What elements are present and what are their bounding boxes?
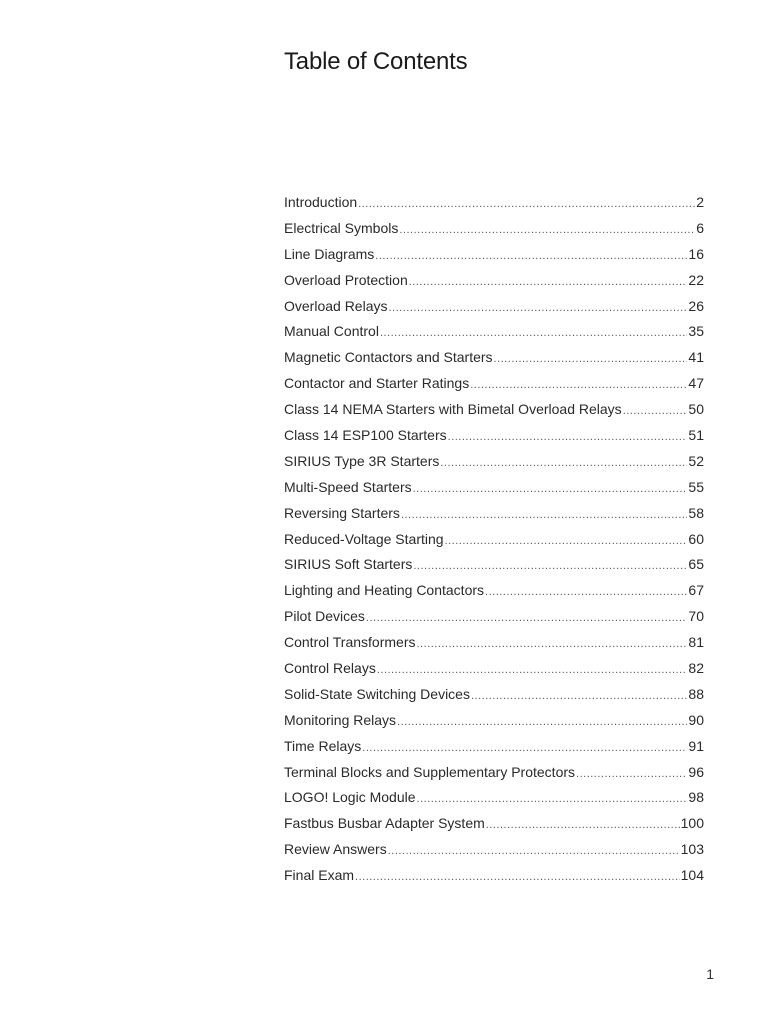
toc-dot-leader	[358, 192, 695, 218]
toc-dot-leader	[375, 244, 687, 270]
toc-entry-page: 2	[696, 194, 704, 210]
page-title: Table of Contents	[284, 48, 468, 75]
toc-entry-title: SIRIUS Type 3R Starters	[284, 452, 440, 469]
toc-entry[interactable]	[284, 760, 704, 786]
toc-entry-title: LOGO! Logic Module	[284, 789, 416, 806]
toc-dot-leader	[362, 736, 687, 762]
toc-entry[interactable]	[284, 397, 704, 423]
toc-entry-title: Line Diagrams	[284, 245, 375, 262]
toc-entry-page: 52	[688, 452, 704, 469]
toc-entry-title: Manual Control	[284, 323, 379, 340]
toc-dot-leader	[388, 839, 680, 865]
toc-entry-page: 67	[688, 582, 704, 599]
toc-entry[interactable]	[284, 604, 704, 630]
toc-dot-leader	[355, 865, 680, 891]
toc-entry-title: Pilot Devices	[284, 608, 365, 625]
toc-entry-title: Control Relays	[284, 660, 376, 677]
toc-entry-title: Reversing Starters	[284, 504, 400, 521]
toc-dot-leader	[401, 503, 687, 529]
toc-dot-leader	[417, 787, 688, 813]
toc-entry-page: 6	[696, 219, 704, 236]
toc-dot-leader	[366, 606, 688, 632]
toc-entry-title: Overload Relays	[284, 297, 388, 314]
toc-entry[interactable]	[284, 785, 704, 811]
toc-entry-page: 58	[688, 504, 704, 521]
toc-entry-page: 88	[688, 685, 704, 702]
toc-entry-page: 82	[688, 660, 704, 677]
toc-dot-leader	[440, 451, 687, 477]
toc-entry-title: Control Transformers	[284, 634, 416, 651]
page-number: 1	[706, 966, 714, 982]
toc-entry[interactable]	[284, 190, 704, 216]
toc-dot-leader	[576, 762, 687, 788]
toc-entry-title: Contactor and Starter Ratings	[284, 375, 470, 392]
toc-dot-leader	[377, 658, 688, 684]
toc-dot-leader	[397, 710, 687, 736]
toc-entry-page: 103	[680, 841, 704, 858]
toc-entry-title: Magnetic Contactors and Starters	[284, 349, 493, 366]
toc-entry-title: Final Exam	[284, 867, 355, 884]
toc-entry[interactable]	[284, 734, 704, 760]
toc-entry-page: 98	[688, 789, 704, 806]
toc-dot-leader	[448, 425, 688, 451]
toc-entry-page: 47	[688, 375, 704, 392]
toc-entry-title: Time Relays	[284, 737, 362, 754]
toc-entry[interactable]	[284, 294, 704, 320]
toc-entry-title: SIRIUS Soft Starters	[284, 556, 413, 573]
toc-entry-page: 55	[688, 478, 704, 495]
toc-dot-leader	[485, 580, 687, 606]
toc-entry-page: 91	[688, 737, 704, 754]
toc-entry-title: Fastbus Busbar Adapter System	[284, 815, 485, 832]
toc-entry[interactable]	[284, 319, 704, 345]
toc-entry-title: Terminal Blocks and Supplementary Protectors	[284, 763, 576, 780]
toc-entry[interactable]	[284, 345, 704, 371]
toc-entry[interactable]	[284, 630, 704, 656]
toc-entry-title: Review Answers	[284, 841, 387, 858]
toc-entry-title: Class 14 NEMA Starters with Bimetal Overload Relays	[284, 401, 622, 418]
toc-dot-leader	[413, 477, 688, 503]
toc-dot-leader	[470, 373, 687, 399]
toc-entry[interactable]	[284, 863, 704, 889]
toc-entry-title: Overload Protection	[284, 271, 408, 288]
toc-dot-leader	[409, 270, 688, 296]
toc-entry-page: 50	[688, 401, 704, 418]
toc-entry-page: 51	[688, 427, 704, 444]
toc-entry-page: 22	[688, 271, 704, 288]
toc-entry-page: 26	[688, 297, 704, 314]
toc-dot-leader	[399, 218, 695, 244]
toc-dot-leader	[494, 347, 688, 373]
toc-entry[interactable]	[284, 501, 704, 527]
toc-dot-leader	[623, 399, 688, 425]
toc-entry[interactable]	[284, 475, 704, 501]
toc-entry-title: Monitoring Relays	[284, 711, 397, 728]
toc-entry-page: 35	[688, 323, 704, 340]
toc-entry[interactable]	[284, 371, 704, 397]
toc-entry[interactable]	[284, 527, 704, 553]
toc-entry-page: 96	[688, 763, 704, 780]
toc-entry[interactable]	[284, 552, 704, 578]
toc-entry-title: Electrical Symbols	[284, 219, 399, 236]
toc-dot-leader	[471, 684, 687, 710]
toc-entry-page: 41	[688, 349, 704, 366]
toc-entry[interactable]	[284, 837, 704, 863]
toc-entry-title: Class 14 ESP100 Starters	[284, 427, 447, 444]
toc-entry[interactable]	[284, 656, 704, 682]
toc-entry-title: Solid-State Switching Devices	[284, 685, 470, 702]
toc-entry-page: 60	[688, 530, 704, 547]
toc-list	[284, 190, 704, 889]
toc-entry[interactable]	[284, 423, 704, 449]
toc-entry-page: 81	[688, 634, 704, 651]
toc-entry[interactable]	[284, 449, 704, 475]
toc-entry[interactable]	[284, 682, 704, 708]
toc-dot-leader	[413, 554, 687, 580]
toc-dot-leader	[486, 813, 680, 839]
toc-entry-page: 104	[680, 867, 704, 884]
toc-entry[interactable]	[284, 216, 704, 242]
toc-entry-title: Reduced-Voltage Starting	[284, 530, 444, 547]
toc-dot-leader	[389, 296, 688, 322]
toc-entry-title: Introduction	[284, 194, 358, 210]
toc-entry-page: 90	[688, 711, 704, 728]
toc-entry[interactable]	[284, 268, 704, 294]
toc-entry[interactable]	[284, 708, 704, 734]
toc-entry-title: Multi-Speed Starters	[284, 478, 412, 495]
toc-dot-leader	[445, 529, 688, 555]
toc-dot-leader	[380, 321, 687, 347]
toc-entry[interactable]	[284, 811, 704, 837]
toc-dot-leader	[416, 632, 687, 658]
toc-entry[interactable]	[284, 242, 704, 268]
toc-entry-title: Lighting and Heating Contactors	[284, 582, 485, 599]
toc-entry[interactable]	[284, 578, 704, 604]
toc-entry-page: 100	[680, 815, 704, 832]
toc-entry-page: 65	[688, 556, 704, 573]
toc-entry-page: 70	[688, 608, 704, 625]
toc-entry-page: 16	[688, 245, 704, 262]
